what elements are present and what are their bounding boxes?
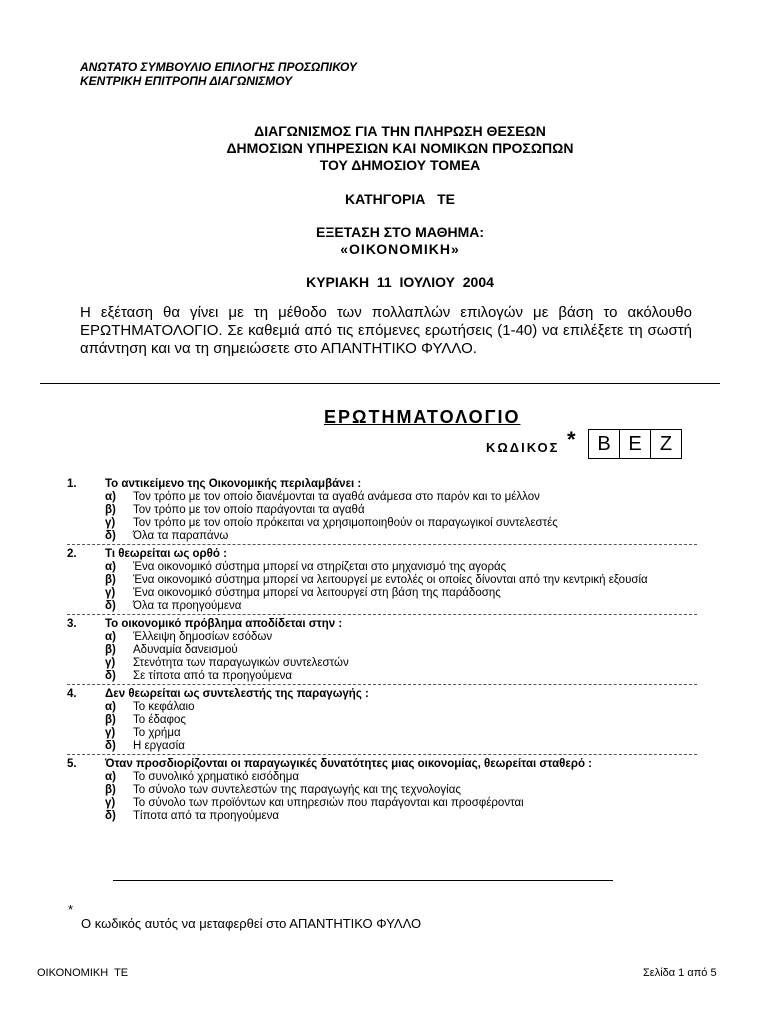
option-text: Ένα οικονομικό σύστημα μπορεί να λειτουργεί με εντολές οι οποίες δίνονται από την κεντρική εξουσία bbox=[133, 574, 648, 586]
option-text: Σε τίποτα από τα προηγούμενα bbox=[133, 670, 293, 682]
question-number: 4. bbox=[67, 688, 77, 700]
option-text: Τον τρόπο με τον οποίο παράγονται τα αγαθά bbox=[133, 504, 365, 516]
option-text: Το σύνολο των προϊόντων και υπηρεσιών που παράγονται και προσφέρονται bbox=[133, 797, 524, 809]
section-divider bbox=[40, 383, 720, 384]
answer-option bbox=[67, 784, 697, 797]
option-letter: γ) bbox=[105, 587, 116, 599]
option-letter: δ) bbox=[105, 810, 116, 822]
option-text: Έλλειψη δημοσίων εσόδων bbox=[133, 631, 273, 643]
answer-option bbox=[67, 600, 697, 613]
option-letter: δ) bbox=[105, 740, 116, 752]
option-text: Τον τρόπο με τον οποίο διανέμονται τα αγαθά ανάμεσα στο παρόν και το μέλλον bbox=[133, 491, 540, 503]
answer-option bbox=[67, 574, 697, 587]
option-text: Τον τρόπο με τον οποίο πρόκειται να χρησιμοποιηθούν οι παραγωγικοί συντελεστές bbox=[133, 517, 558, 529]
question-text: Όταν προσδιορίζονται οι παραγωγικές δυνατότητες μιας οικονομίας, θεωρείται σταθερό : bbox=[105, 758, 592, 770]
answer-option bbox=[67, 657, 697, 670]
option-text: Το χρήμα bbox=[133, 727, 181, 739]
answer-option bbox=[67, 491, 697, 504]
option-text: Ένα οικονομικό σύστημα μπορεί να στηρίζεται στο μηχανισμό της αγοράς bbox=[133, 561, 507, 573]
option-letter: β) bbox=[105, 644, 116, 656]
option-text: Το κεφάλαιο bbox=[133, 701, 195, 713]
answer-option bbox=[67, 644, 697, 657]
title-line-3: ΤΟΥ ΔΗΜΟΣΙΟΥ ΤΟΜΕΑ bbox=[319, 157, 481, 173]
option-text: Ένα οικονομικό σύστημα μπορεί να λειτουργεί στη βάση της παράδοσης bbox=[133, 587, 501, 599]
option-text: Αδυναμία δανεισμού bbox=[133, 644, 238, 656]
option-text: Όλα τα παραπάνω bbox=[133, 530, 229, 542]
answer-option bbox=[67, 587, 697, 600]
answer-option bbox=[67, 530, 697, 543]
answer-option bbox=[67, 701, 697, 714]
option-text: Το συνολικό χρηματικό εισόδημα bbox=[133, 771, 299, 783]
question-text: Δεν θεωρείται ως συντελεστής της παραγωγής : bbox=[105, 688, 369, 700]
question-text: Το οικονομικό πρόβλημα αποδίδεται στην : bbox=[105, 618, 343, 630]
answer-option bbox=[67, 771, 697, 784]
footnote-text: Ο κωδικός αυτός να μεταφερθεί στο ΑΠΑΝΤΗΤΙΚΟ ΦΥΛΛΟ bbox=[81, 916, 422, 931]
answer-option bbox=[67, 517, 697, 530]
answer-option bbox=[67, 670, 697, 683]
answer-option bbox=[67, 714, 697, 727]
footer-subject: ΟΙΚΟΝΟΜΙΚΗ ΤΕ bbox=[37, 967, 129, 979]
instructions-paragraph: Η εξέταση θα γίνει με τη μέθοδο των πολλαπλών επιλογών με βάση το ακόλουθο ΕΡΩΤΗΜΑΤΟΛΟΓΙΟ. Σε καθεμιά από τις επόμενες ερωτήσεις (1-40) να επιλέξετε τη σωστή απάντηση και να τη σημειώσετε στο ΑΠΑΝΤΗΤΙΚΟ ΦΥΛΛΟ. bbox=[80, 304, 692, 357]
answer-option bbox=[67, 504, 697, 517]
option-letter: α) bbox=[105, 491, 116, 503]
category: ΚΑΤΗΓΟΡΙΑ ΤΕ bbox=[345, 191, 455, 207]
question-item bbox=[67, 478, 697, 545]
code-letter-box: Ε bbox=[619, 429, 651, 459]
subject-label: ΕΞΕΤΑΣΗ ΣΤΟ ΜΑΘΗΜΑ: bbox=[315, 224, 485, 240]
option-letter: δ) bbox=[105, 670, 116, 682]
question-item bbox=[67, 618, 697, 685]
subject-name: «ΟΙΚΟΝΟΜΙΚΗ» bbox=[340, 241, 460, 257]
org-line-1: ΑΝΩΤΑΤΟ ΣΥΜΒΟΥΛΙΟ ΕΠΙΛΟΓΗΣ ΠΡΟΣΩΠΙΚΟΥ bbox=[80, 60, 357, 74]
option-text: Στενότητα των παραγωγικών συντελεστών bbox=[133, 657, 349, 669]
answer-option bbox=[67, 740, 697, 753]
org-line-2: ΚΕΝΤΡΙΚΗ ΕΠΙΤΡΟΠΗ ΔΙΑΓΩΝΙΣΜΟΥ bbox=[80, 74, 293, 88]
question-number: 1. bbox=[67, 478, 77, 490]
answer-option bbox=[67, 797, 697, 810]
title-line-2: ΔΗΜΟΣΙΩΝ ΥΠΗΡΕΣΙΩΝ ΚΑΙ ΝΟΜΙΚΩΝ ΠΡΟΣΩΠΩΝ bbox=[226, 140, 574, 156]
question-item bbox=[67, 758, 697, 824]
option-text: Το σύνολο των συντελεστών της παραγωγής και της τεχνολογίας bbox=[133, 784, 461, 796]
question-text: Τι θεωρείται ως ορθό : bbox=[105, 548, 227, 560]
question-list bbox=[67, 478, 697, 827]
exam-title bbox=[40, 123, 760, 174]
option-letter: β) bbox=[105, 574, 116, 586]
question-number: 5. bbox=[67, 758, 77, 770]
answer-option bbox=[67, 810, 697, 823]
subject bbox=[40, 224, 760, 258]
title-line-1: ΔΙΑΓΩΝΙΣΜΟΣ ΓΙΑ ΤΗΝ ΠΛΗΡΩΣΗ ΘΕΣΕΩΝ bbox=[254, 123, 546, 139]
question-number: 3. bbox=[67, 618, 77, 630]
code-label: ΚΩΔΙΚΟΣ bbox=[486, 440, 560, 455]
exam-date: ΚΥΡΙΑΚΗ 11 ΙΟΥΛΙΟΥ 2004 bbox=[306, 274, 494, 290]
option-letter: α) bbox=[105, 701, 116, 713]
option-letter: δ) bbox=[105, 600, 116, 612]
option-letter: γ) bbox=[105, 657, 116, 669]
code-asterisk: * bbox=[567, 427, 576, 452]
answer-option bbox=[67, 631, 697, 644]
footnote-asterisk: * bbox=[68, 902, 74, 917]
answer-option bbox=[67, 727, 697, 740]
question-text: Το αντικείμενο της Οικονομικής περιλαμβάνει : bbox=[105, 478, 362, 490]
option-text: Τίποτα από τα προηγούμενα bbox=[133, 810, 280, 822]
organization-header bbox=[80, 60, 357, 88]
option-text: Η εργασία bbox=[133, 740, 185, 752]
option-letter: β) bbox=[105, 504, 116, 516]
questionnaire-title: ΕΡΩΤΗΜΑΤΟΛΟΓΙΟ bbox=[324, 407, 521, 427]
option-text: Όλα τα προηγούμενα bbox=[133, 600, 242, 612]
code-letter-box: Ζ bbox=[650, 429, 682, 459]
option-letter: α) bbox=[105, 561, 116, 573]
option-letter: γ) bbox=[105, 727, 116, 739]
option-letter: β) bbox=[105, 784, 116, 796]
code-letter-box: Β bbox=[588, 429, 620, 459]
option-letter: α) bbox=[105, 771, 116, 783]
question-number: 2. bbox=[67, 548, 77, 560]
option-letter: α) bbox=[105, 631, 116, 643]
option-letter: β) bbox=[105, 714, 116, 726]
page-number: Σελίδα 1 από 5 bbox=[643, 967, 717, 979]
option-letter: γ) bbox=[105, 797, 116, 809]
answer-option bbox=[67, 561, 697, 574]
option-text: Το έδαφος bbox=[133, 714, 186, 726]
option-letter: γ) bbox=[105, 517, 116, 529]
option-letter: δ) bbox=[105, 530, 116, 542]
code-boxes bbox=[589, 429, 682, 459]
question-item bbox=[67, 548, 697, 615]
footnote-divider bbox=[113, 880, 613, 881]
question-item bbox=[67, 688, 697, 755]
